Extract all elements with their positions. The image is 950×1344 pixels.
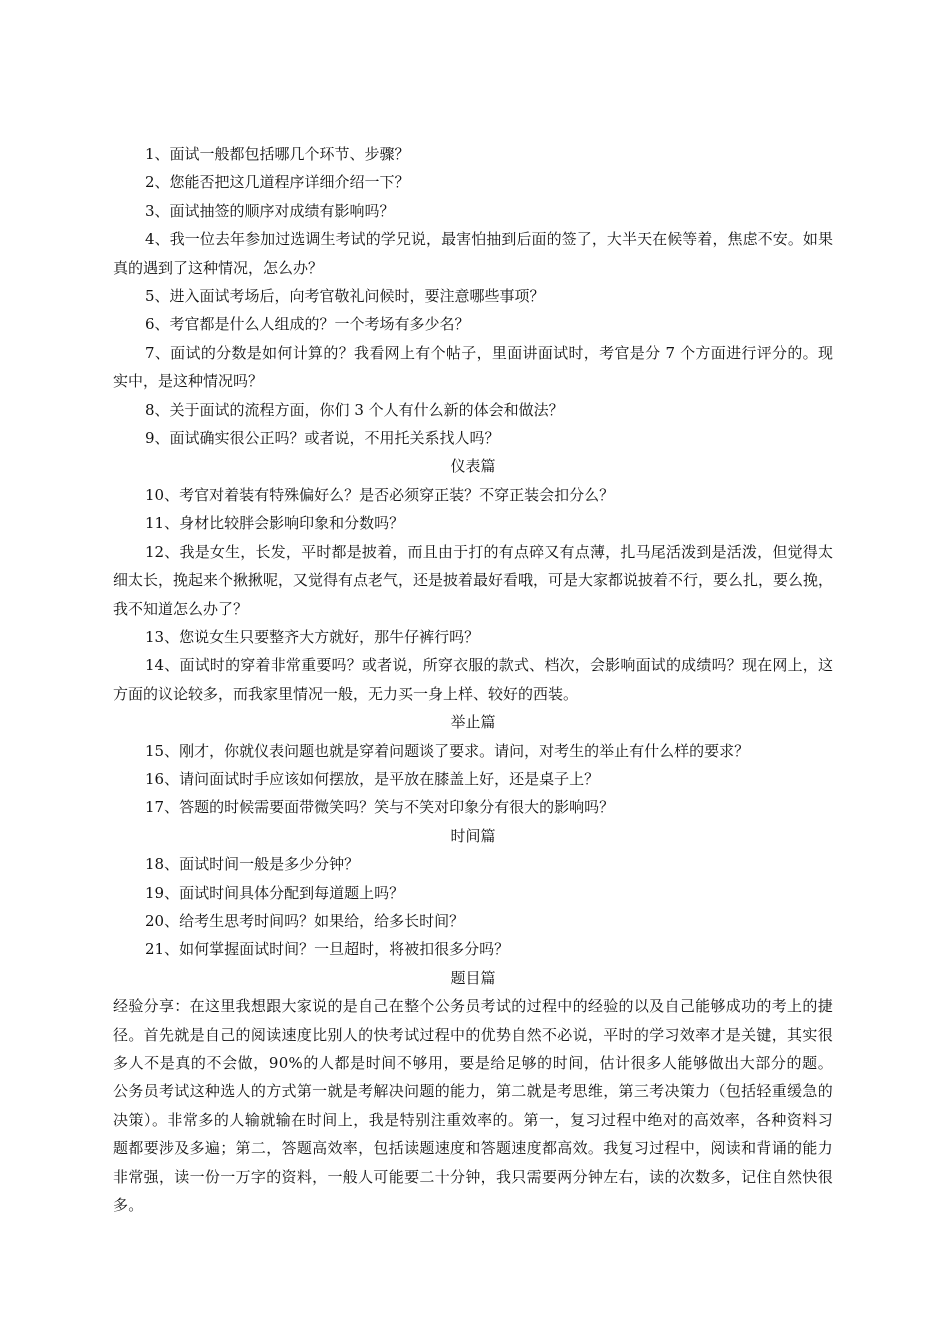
experience-paragraph: 经验分享：在这里我想跟大家说的是自己在整个公务员考试的过程中的经验的以及自己能够成功的考上的捷径。首先就是自己的阅读速度比别人的快考试过程中的优势自然不必说，平时的学习效率才是关键，其实很多人不是真的不会做，90%的人都是时间不够用，要是给足够的时间，估计很多人能够做出大部分的题。公务员考试这种选人的方式第一就是考解决问题的能力，第二就是考思维，第三考决策力（包括轻重缓急的决策）。非常多的人输就输在时间上，我是特别注重效率的。第一，复习过程中绝对的高效率，各种资料习题都要涉及多遍；第二，答题高效率，包括读题速度和答题速度都高效。我复习过程中，阅读和背诵的能力非常强，读一份一万字的资料，一般人可能要二十分钟，我只需要两分钟左右，读的次数多，记住自然快很多。 [113, 997, 833, 1215]
question-14: 14、面试时的穿着非常重要吗？或者说，所穿衣服的款式、档次，会影响面试的成绩吗？现在网上，这方面的议论较多，而我家里情况一般，无力买一身上样、较好的西装。 [113, 656, 833, 703]
question-12: 12、我是女生，长发，平时都是披着，而且由于打的有点碎又有点薄，扎马尾活泼到是活泼，但觉得太细太长，挽起来个揪揪呢，又觉得有点老气，还是披着最好看哦，可是大家都说披着不行，要么扎，要么挽，我不知道怎么办了？ [113, 542, 834, 618]
section-heading-appearance: 仪表篇 [450, 457, 496, 476]
section-heading-time: 时间篇 [450, 826, 496, 845]
question-2: 2、您能否把这几道程序详细介绍一下？ [145, 173, 410, 192]
question-10: 10、考官对着装有特殊偏好么？是否必须穿正装？不穿正装会扣分么？ [145, 485, 615, 504]
question-6: 6、考官都是什么人组成的？一个考场有多少名？ [145, 315, 470, 334]
question-3: 3、面试抽签的顺序对成绩有影响吗？ [145, 201, 395, 220]
section-heading-topic: 题目篇 [450, 968, 496, 987]
question-1: 1、面试一般都包括哪几个环节、步骤？ [145, 145, 410, 163]
section-heading-behavior: 举止篇 [450, 713, 496, 732]
question-19: 19、面试时间具体分配到每道题上吗？ [145, 883, 405, 902]
question-8: 8、关于面试的流程方面，你们 3 个人有什么新的体会和做法？ [145, 400, 564, 419]
question-4: 4、我一位去年参加过选调生考试的学兄说，最害怕抽到后面的签了，大半天在候等着，焦虑不安。如果真的遇到了这种情况，怎么办？ [113, 230, 833, 277]
question-9: 9、面试确实很公正吗？或者说，不用托关系找人吗？ [145, 429, 500, 448]
question-11: 11、身材比较胖会影响印象和分数吗？ [145, 514, 405, 533]
question-13: 13、您说女生只要整齐大方就好，那牛仔裤行吗？ [145, 627, 480, 646]
question-16: 16、请问面试时手应该如何摆放，是平放在膝盖上好，还是桌子上？ [145, 769, 600, 788]
question-18: 18、面试时间一般是多少分钟？ [145, 855, 360, 874]
question-7: 7、面试的分数是如何计算的？我看网上有个帖子，里面讲面试时，考官是分 7 个方面进行评分的。现实中，是这种情况吗？ [113, 343, 833, 391]
question-5: 5、进入面试考场后，向考官敬礼问候时，要注意哪些事项？ [145, 287, 545, 306]
question-21: 21、如何掌握面试时间？一旦超时，将被扣很多分吗？ [145, 940, 510, 959]
document-content [113, 140, 833, 1219]
question-17: 17、答题的时候需要面带微笑吗？笑与不笑对印象分有很大的影响吗？ [145, 798, 615, 817]
question-15: 15、刚才，你就仪表问题也就是穿着问题谈了要求。请问，对考生的举止有什么样的要求？ [145, 741, 750, 760]
question-20: 20、给考生思考时间吗？如果给，给多长时间？ [145, 911, 465, 930]
